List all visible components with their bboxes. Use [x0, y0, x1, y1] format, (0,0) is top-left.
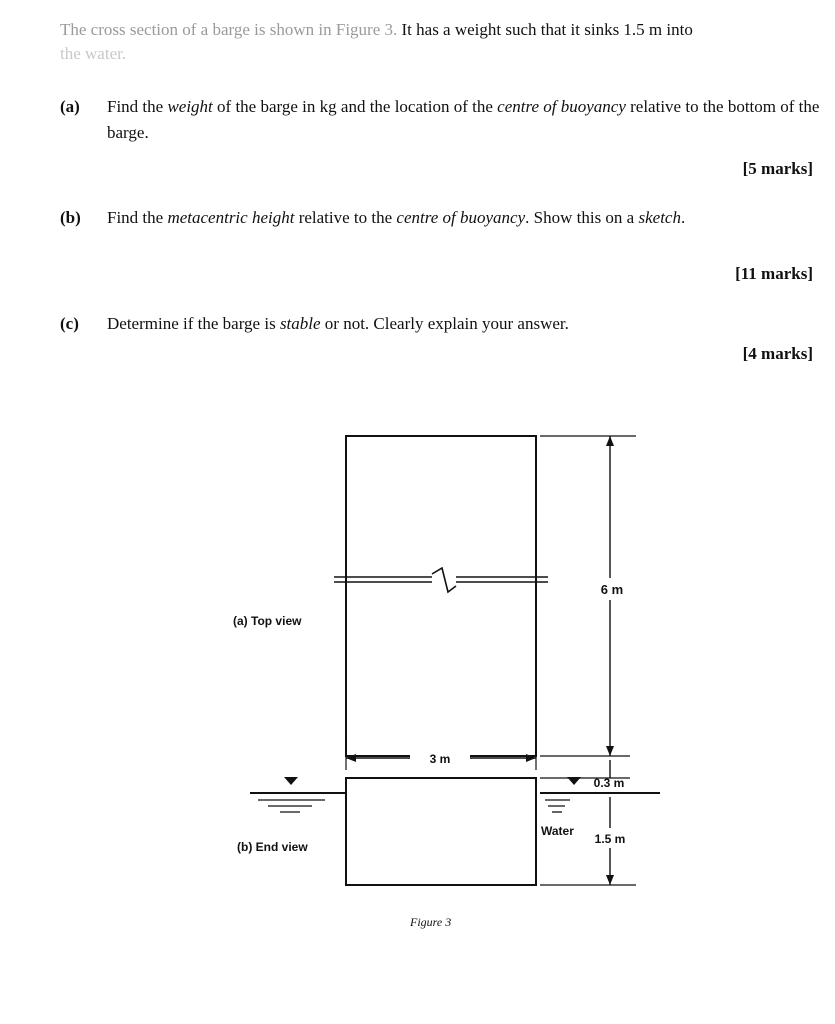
text-segment: relative to the bottom of the barge. — [107, 97, 820, 142]
text-segment: weight — [167, 97, 213, 116]
question-c-marks: [4 marks] — [742, 344, 813, 363]
dimension-arrows — [284, 436, 614, 885]
width-label: 3 m — [429, 752, 451, 766]
text-segment: sketch — [638, 208, 681, 227]
text-segment: or not. Clearly explain your answer. — [320, 314, 569, 333]
question-a-label: (a) — [60, 97, 80, 116]
text-segment: . Show this on a — [525, 208, 639, 227]
figure-caption: Figure 3 — [410, 915, 452, 929]
water-ripples-right — [545, 800, 570, 812]
draft-label: 1.5 m — [594, 832, 626, 846]
text-segment: Find the — [107, 208, 168, 227]
end-view-label: (b) End view — [237, 840, 308, 854]
text-segment: Find the — [107, 97, 168, 116]
water-ripples-left — [258, 800, 325, 812]
question-b-marks: [11 marks] — [735, 264, 813, 283]
question-b-label: (b) — [60, 208, 81, 227]
end-view-outline — [346, 778, 536, 885]
water-label: Water — [541, 824, 574, 838]
text-segment: . — [680, 208, 686, 227]
text-segment: metacentric height — [167, 208, 295, 227]
top-view-label: (a) Top view — [233, 614, 302, 628]
intro-line2: the water. — [60, 44, 127, 63]
text-segment: of the barge in kg and the location of the — [212, 97, 498, 116]
length-label: 6 m — [600, 582, 624, 597]
text-segment: Determine if the barge is — [107, 314, 280, 333]
text-segment: stable — [279, 314, 321, 333]
text-segment: centre of buoyancy — [396, 208, 526, 227]
text-segment: relative to the — [294, 208, 397, 227]
intro-line1-faded: The cross section of a barge is shown in Figure 3. — [60, 20, 398, 39]
water-level-triangle-right — [567, 777, 581, 785]
top-view-outline — [346, 436, 536, 756]
freeboard-label: 0.3 m — [593, 776, 625, 790]
question-c-label: (c) — [60, 314, 79, 333]
water-level-triangle-left — [284, 777, 298, 785]
break-line — [334, 568, 548, 592]
question-a-marks: [5 marks] — [742, 159, 813, 178]
text-segment: centre of buoyancy — [497, 97, 626, 116]
intro-line1-strong: It has a weight such that it sinks 1.5 m into — [397, 20, 693, 39]
